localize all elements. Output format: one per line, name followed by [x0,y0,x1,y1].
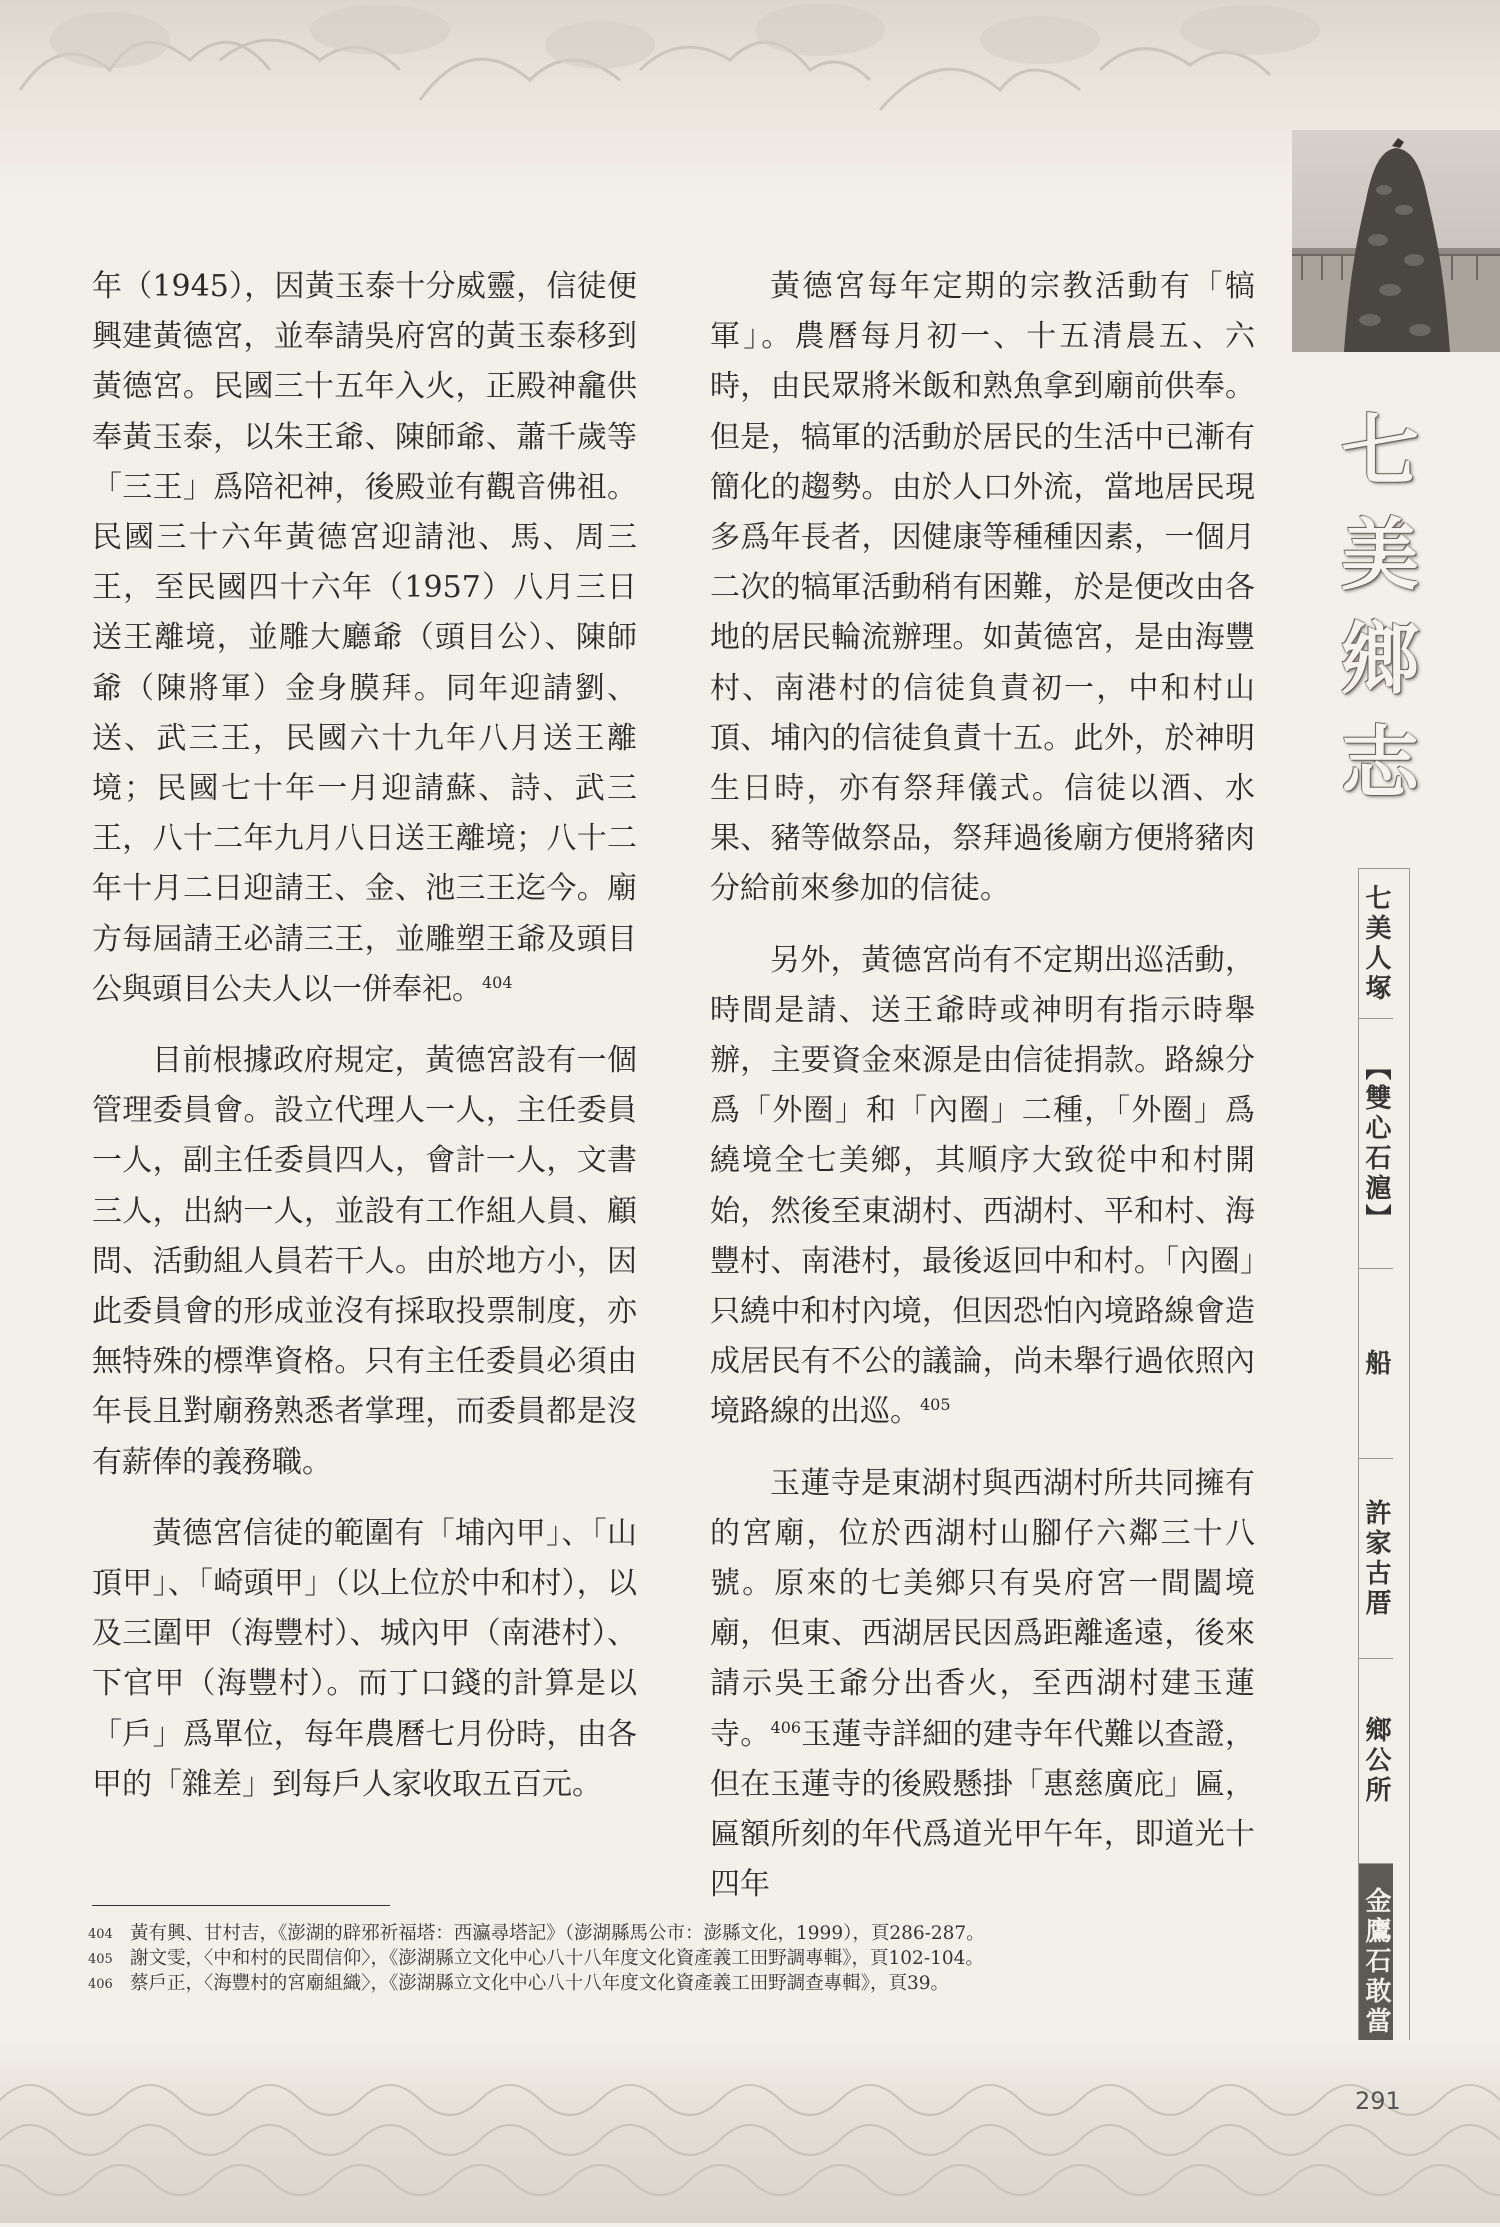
brand-char-2: 美 [1340,510,1419,601]
footnote-item [88,1922,1288,1947]
footnote-ref[interactable]: 405 [920,1395,951,1415]
footnote-number: 404 [88,1927,113,1942]
paragraph: 玉蓮寺是東湖村與西湖村所共同擁有的宮廟，位於西湖村山腳仔六鄰三十八號。原來的七美鄉只有吳府宮一間闔境廟，但東、西湖居民因爲距離遙遠，後來請示吳王爺分出香火，至西湖村建玉蓮寺。$^{406}$玉蓮寺詳細的建寺年代難以查證，但在玉蓮寺的後殿懸掛「惠慈廣庇」匾，匾額所刻的年代爲道光甲午年，即道光十四年 [710,1465,1256,1903]
page-number: 291 [1355,2087,1401,2115]
tab-township-office[interactable]: 鄉公所 [1359,1659,1393,1864]
footnote-item [88,1947,1288,1972]
tab-golden-eagle-stone[interactable]: 金鷹石敢當 [1359,1864,1393,2059]
right-text-column [710,262,1255,1911]
footnote-ref[interactable]: 404 [482,972,513,992]
tab-boat[interactable]: 船 [1359,1269,1393,1459]
paragraph: 目前根據政府規定，黃德宮設有一個管理委員會。設立代理人一人，主任委員一人，副主任委員四人，會計一人，文書三人，出納一人，並設有工作組人員、顧問、活動組人員若干人。由於地方小，因此委員會的形成並沒有採取投票制度，亦無特殊的標準資格。只有主任委員必須由年長且對廟務熟悉者掌理，而委員都是沒有薪俸的義務職。 [92,1043,637,1480]
tab-qimei-tomb[interactable]: 七美人塚 [1359,869,1393,1019]
township-title-brand [1320,400,1440,816]
footnote-text: 黃有興、甘村吉，《澎湖的辟邪祈福塔：西瀛尋塔記》（澎湖縣馬公市：澎縣文化，1999），頁286-287。 [130,1923,985,1944]
stone-tower-photo [1292,130,1500,352]
footnote-number: 406 [88,1977,113,1992]
left-text-column [92,262,637,1810]
paragraph: 黃德宮信徒的範圍有「埔內甲」、「山頂甲」、「崎頭甲」（以上位於中和村），以及三圍甲（海豐村）、城內甲（南港村）、下官甲（海豐村）。而丁口錢的計算是以「戶」爲單位，每年農曆七月份時，由各甲的「雜差」到每戶人家收取五百元。 [92,1515,637,1802]
wave-pattern-footer [0,2040,1500,2223]
footnote-item [88,1972,1288,1997]
footnote-ref[interactable]: 406 [770,1717,802,1737]
chapter-tabs [1358,868,1410,2060]
brand-char-4: 志 [1340,718,1419,809]
footnote-text: 蔡戶正，〈海豐村的宮廟組織〉，《澎湖縣立文化中心八十八年度文化資產義工田野調查專輯》，頁39。 [130,1973,950,1994]
tab-xu-family-house[interactable]: 許家古厝 [1359,1459,1393,1659]
paragraph: 黃德宮每年定期的宗教活動有「犒軍」。農曆每月初一、十五清晨五、六時，由民眾將米飯和熟魚拿到廟前供奉。但是，犒軍的活動於居民的生活中已漸有簡化的趨勢。由於人口外流，當地居民現多爲年長者，因健康等種種因素，一個月二次的犒軍活動稍有困難，於是便改由各地的居民輪流辦理。如黃德宮，是由海豐村、南港村的信徒負責初一，中和村山頂、埔內的信徒負責十五。此外，於神明生日時，亦有祭拜儀式。信徒以酒、水果、豬等做祭品，祭拜過後廟方便將豬肉分給前來參加的信徒。 [710,269,1255,907]
paragraph: 另外，黃德宮尚有不定期出巡活動，時間是請、送王爺時或神明有指示時舉辦，主要資金來源是由信徒捐款。路線分爲「外圈」和「內圈」二種，「外圈」爲繞境全七美鄉，其順序大致從中和村開始，然後至東湖村、西湖村、平和村、海豐村、南港村，最後返回中和村。「內圈」只繞中和村內境，但因恐怕內境路線會造成居民有不公的議論，尚未舉行過依照內境路線的出巡。$^{405}$ [710,942,1255,1430]
cloud-pattern-header [0,0,1500,200]
footnote-number: 405 [88,1952,113,1967]
footnote-divider [92,1905,390,1906]
paragraph: 年（1945），因黃玉泰十分威靈，信徒便興建黃德宮，並奉請吳府宮的黃玉泰移到黃德宮。民國三十五年入火，正殿神龕供奉黃玉泰，以朱王爺、陳師爺、蕭千歲等「三王」爲陪祀神，後殿並有觀音佛祖。民國三十六年黃德宮迎請池、馬、周三王，至民國四十六年（1957）八月三日送王離境，並雕大廳爺（頭目公）、陳師爺（陳將軍）金身膜拜。同年迎請劉、送、武三王，民國六十九年八月送王離境；民國七十年一月迎請蘇、詩、武三王，八十二年九月八日送王離境；八十二年十月二日迎請王、金、池三王迄今。廟方每屆請王必請三王，並雕塑王爺及頭目公與頭目公夫人以一併奉祀。$^{404}$ [92,269,637,1007]
tab-twin-hearts-weir[interactable]: 【雙心石滬】 [1359,1019,1393,1269]
brand-char-1: 七 [1340,406,1419,497]
footnotes [88,1922,1288,1997]
footnote-text: 謝文雯，〈中和村的民間信仰〉，《澎湖縣立文化中心八十八年度文化資產義工田野調專輯》，頁102-104。 [130,1948,984,1969]
brand-char-3: 鄉 [1340,614,1419,705]
